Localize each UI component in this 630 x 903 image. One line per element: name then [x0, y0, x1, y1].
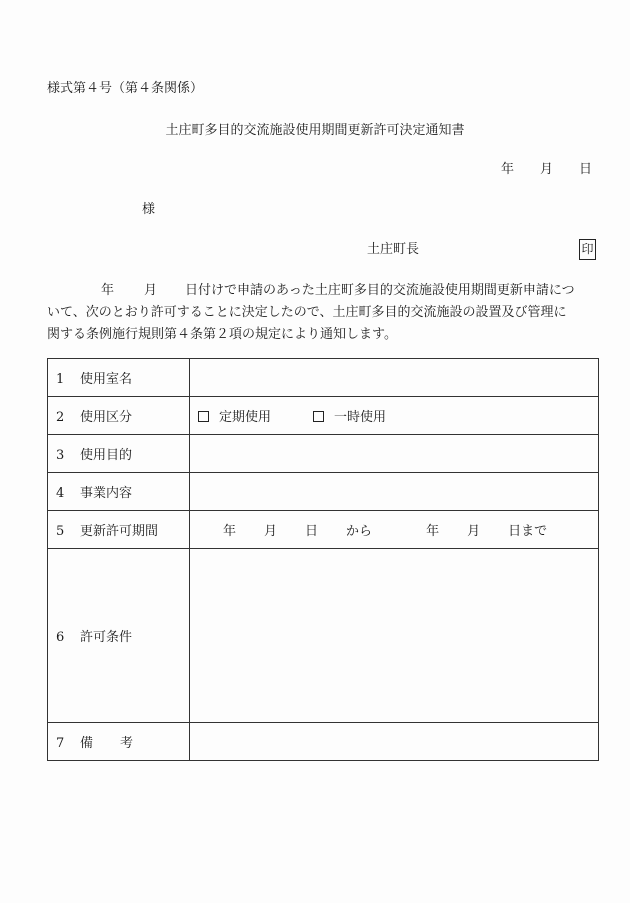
table-row: 1 使用室名 [48, 359, 599, 397]
row-label-usage-type: 使用区分 [80, 410, 133, 425]
renewal-period-field: 年 月 日 から 年 月 日まで [190, 511, 599, 549]
notice-body [47, 280, 599, 346]
option-regular[interactable]: 定期使用 [198, 406, 271, 425]
row-label-purpose: 使用目的 [80, 448, 133, 463]
temporary-use-checkbox[interactable] [313, 411, 324, 422]
row-label-period: 更新許可期間 [80, 524, 159, 539]
body-line-2: いて、次のとおり許可することに決定したので、土庄町多目的交流施設の設置及び管理に [47, 305, 567, 320]
body-line-3: 関する条例施行規則第４条第２項の規定により通知します。 [47, 327, 397, 342]
purpose-field[interactable] [190, 435, 599, 473]
date-month: 月 [539, 162, 553, 177]
row-label-conditions: 許可条件 [80, 630, 133, 645]
form-number: 様式第４号（第４条関係） [47, 81, 204, 96]
table-row: 3 使用目的 [48, 435, 599, 473]
addressee-suffix: 様 [142, 202, 156, 217]
document-title: 土庄町多目的交流施設使用期間更新許可決定通知書 [165, 123, 465, 138]
table-row: 2 使用区分 定期使用 一時使用 [48, 397, 599, 435]
table-row: 6 許可条件 [48, 549, 599, 723]
date-year: 年 [500, 162, 514, 177]
body-line-1: 年 月 日付けで申請のあった土庄町多目的交流施設使用期間更新申請につ [101, 283, 575, 298]
seal-mark: 印 [579, 239, 596, 260]
issuer-name: 土庄町長 [367, 242, 420, 257]
table-row: 5 更新許可期間 年 月 日 から 年 月 日まで [48, 511, 599, 549]
room-name-field[interactable] [190, 359, 599, 397]
row-label-remarks: 備 考 [80, 736, 134, 751]
date-day: 日 [578, 162, 592, 177]
remarks-field[interactable] [190, 723, 599, 761]
conditions-field[interactable] [190, 549, 599, 723]
issue-date-line [501, 163, 592, 176]
table-row: 7 備 考 [48, 723, 599, 761]
details-table [47, 358, 599, 761]
row-label-activity: 事業内容 [80, 486, 133, 501]
row-label-room: 使用室名 [80, 372, 133, 387]
option-temporary[interactable]: 一時使用 [313, 406, 386, 425]
regular-use-checkbox[interactable] [198, 411, 209, 422]
activity-field[interactable] [190, 473, 599, 511]
table-row: 4 事業内容 [48, 473, 599, 511]
